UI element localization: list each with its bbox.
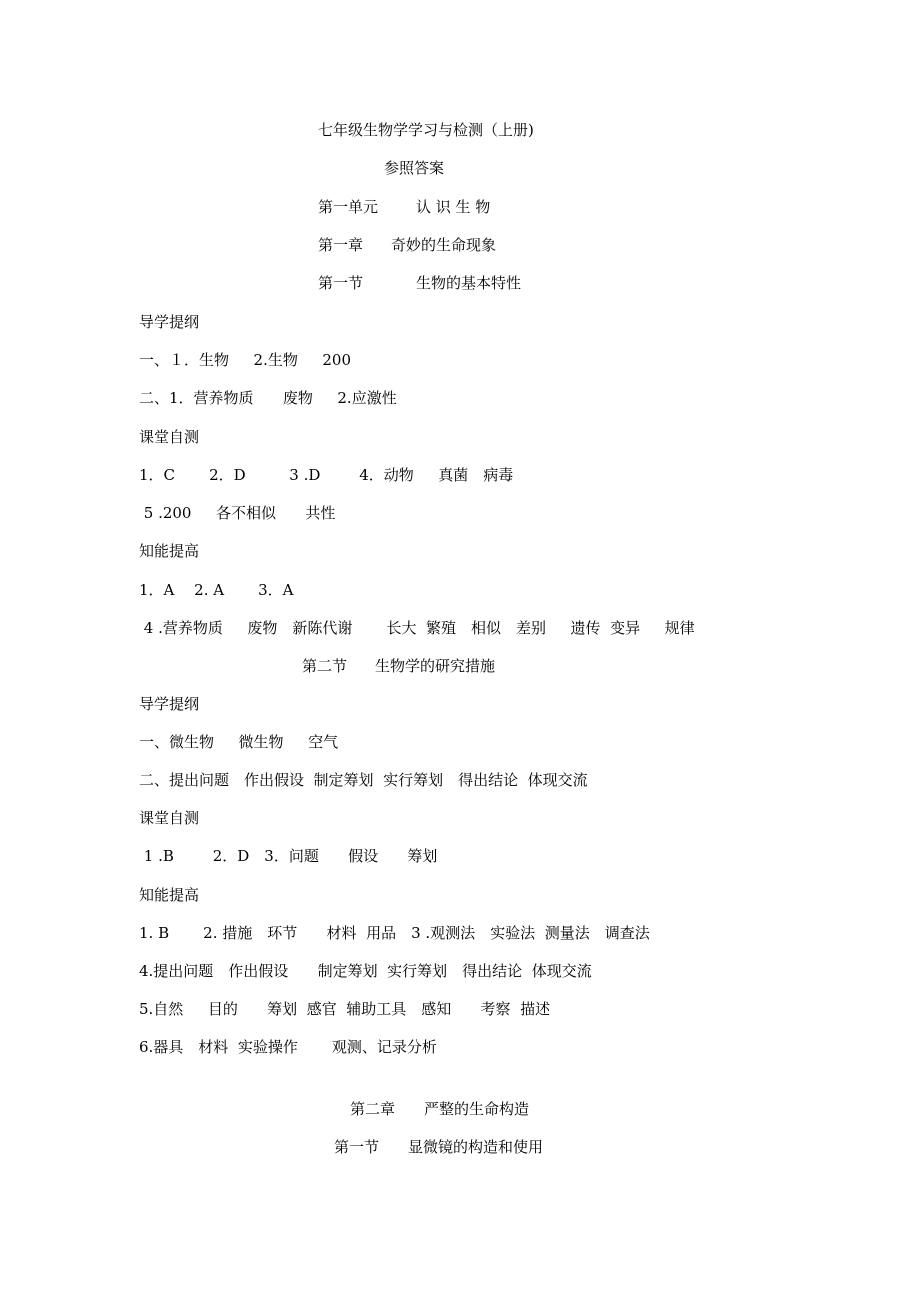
answer-line: 一、微生物 微生物 空气 xyxy=(139,733,339,751)
chapter-label: 第一章 xyxy=(318,236,364,254)
improve-heading: 知能提高 xyxy=(139,886,200,904)
unit-title: 认 识 生 物 xyxy=(416,198,491,216)
unit-label: 第一单元 xyxy=(318,198,379,216)
answer-line: 二、提出问题 作出假设 制定筹划 实行筹划 得出结论 体现交流 xyxy=(139,771,588,789)
improve-heading: 知能提高 xyxy=(139,542,200,560)
guide-heading: 导学提纲 xyxy=(139,695,200,713)
guide-heading: 导学提纲 xyxy=(139,313,200,331)
answer-heading: 参照答案 xyxy=(384,159,445,177)
answer-line: 1．C 2．D 3 .D 4．动物 真菌 病毒 xyxy=(139,466,514,484)
answer-line: 一、１．生物 2.生物 200 xyxy=(139,351,352,369)
section-title: 显微镜的构造和使用 xyxy=(408,1138,544,1156)
answer-line: 4 .营养物质 废物 新陈代谢 长大 繁殖 相似 差别 遗传 变异 规律 xyxy=(139,619,695,637)
chapter-title: 奇妙的生命现象 xyxy=(391,236,497,254)
chapter-label: 第二章 xyxy=(350,1100,396,1118)
answer-line: 1 .B 2．D 3．问题 假设 筹划 xyxy=(139,847,438,865)
answer-line: 4.提出问题 作出假设 制定筹划 实行筹划 得出结论 体现交流 xyxy=(139,962,592,980)
answer-line: 5.自然 目的 筹划 感官 辅助工具 感知 考察 描述 xyxy=(139,1000,551,1018)
section-label: 第二节 xyxy=(302,657,348,675)
chapter-title: 严整的生命构造 xyxy=(424,1100,530,1118)
answer-line: 5 .200 各不相似 共性 xyxy=(139,504,336,522)
answer-line: 二、1．营养物质 废物 2.应激性 xyxy=(139,389,397,407)
answer-line: 1. B 2. 措施 环节 材料 用品 3 .观测法 实验法 测量法 调查法 xyxy=(139,924,650,942)
section-title: 生物的基本特性 xyxy=(416,274,522,292)
answer-line: 1．A 2. A 3．A xyxy=(139,581,294,599)
section-label: 第一节 xyxy=(334,1138,380,1156)
class-test-heading: 课堂自测 xyxy=(139,809,200,827)
section-title: 生物学的研究措施 xyxy=(375,657,496,675)
document-title: 七年级生物学学习与检测（上册) xyxy=(318,121,534,139)
answer-line: 6.器具 材料 实验操作 观测、记录分析 xyxy=(139,1038,437,1056)
section-label: 第一节 xyxy=(318,274,364,292)
class-test-heading: 课堂自测 xyxy=(139,428,200,446)
